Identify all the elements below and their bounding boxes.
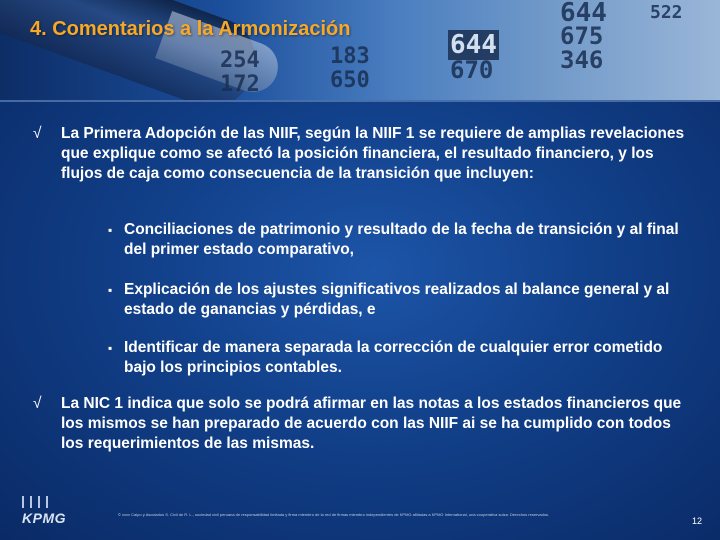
bullet-square-icon: ▪ xyxy=(108,341,113,355)
bullet-square-icon: ▪ xyxy=(108,223,113,237)
paragraph-text: La NIC 1 indica que solo se podrá afirmar en las notas a los estados financieros que los mismos se han preparado de acuerdo con las NIIF ai se ha cumplido con todos los requerimientos de las mismas. xyxy=(61,395,682,452)
paragraph-text: La Primera Adopción de las NIIF, según la NIIF 1 se requiere de amplias revelaciones que explique como se afectó la posición financiera, el resultado financiero, y los flujos de caja como consecuencia de la transición que incluyen: xyxy=(61,125,685,182)
check-icon: √ xyxy=(33,125,42,142)
paragraph-nic1 xyxy=(33,394,687,454)
bullet-text: Explicación de los ajustes significativos realizados al balance general y al estado de ganancias y pérdidas, e xyxy=(124,281,670,318)
bullet-text: Conciliaciones de patrimonio y resultado de la fecha de transición y al final del primer estado comparativo, xyxy=(124,221,679,258)
background-number: 675 xyxy=(560,22,604,50)
page-number: 12 xyxy=(692,516,703,526)
background-number: 183 xyxy=(330,44,370,69)
check-icon: √ xyxy=(33,395,42,412)
background-number: 644 xyxy=(450,30,497,60)
background-number: 254 xyxy=(220,48,260,73)
background-number: 346 xyxy=(560,46,604,74)
copyright-notice: © xxxx Caipo y Asociados S. Civil de R. L., sociedad civil peruana de responsabilidad limitada y firma miembro de la red de firmas miembro independientes de KPMG afiliadas a KPMG International, una cooperativa suiza. Derechos reservados. xyxy=(118,512,550,517)
bullet-item xyxy=(108,338,698,378)
background-number: 644 xyxy=(560,0,607,28)
background-number: 670 xyxy=(450,56,494,84)
header-banner xyxy=(0,0,720,100)
bullet-square-icon: ▪ xyxy=(108,283,113,297)
bullet-item xyxy=(108,280,698,320)
bullet-item xyxy=(108,220,698,260)
paragraph-niif1 xyxy=(33,124,687,184)
stock-numbers-image xyxy=(220,0,720,100)
background-number: 650 xyxy=(330,68,370,93)
background-number: 522 xyxy=(650,2,683,23)
header-divider xyxy=(0,100,720,102)
background-number: 172 xyxy=(220,72,260,97)
kpmg-logo-text: KPMG xyxy=(22,510,66,526)
slide-title: 4. Comentarios a la Armonización xyxy=(30,18,351,40)
kpmg-logo xyxy=(22,496,72,530)
kpmg-logo-bars xyxy=(22,496,48,508)
bullet-text: Identificar de manera separada la corrección de cualquier error cometido bajo los principios contables. xyxy=(124,339,663,376)
